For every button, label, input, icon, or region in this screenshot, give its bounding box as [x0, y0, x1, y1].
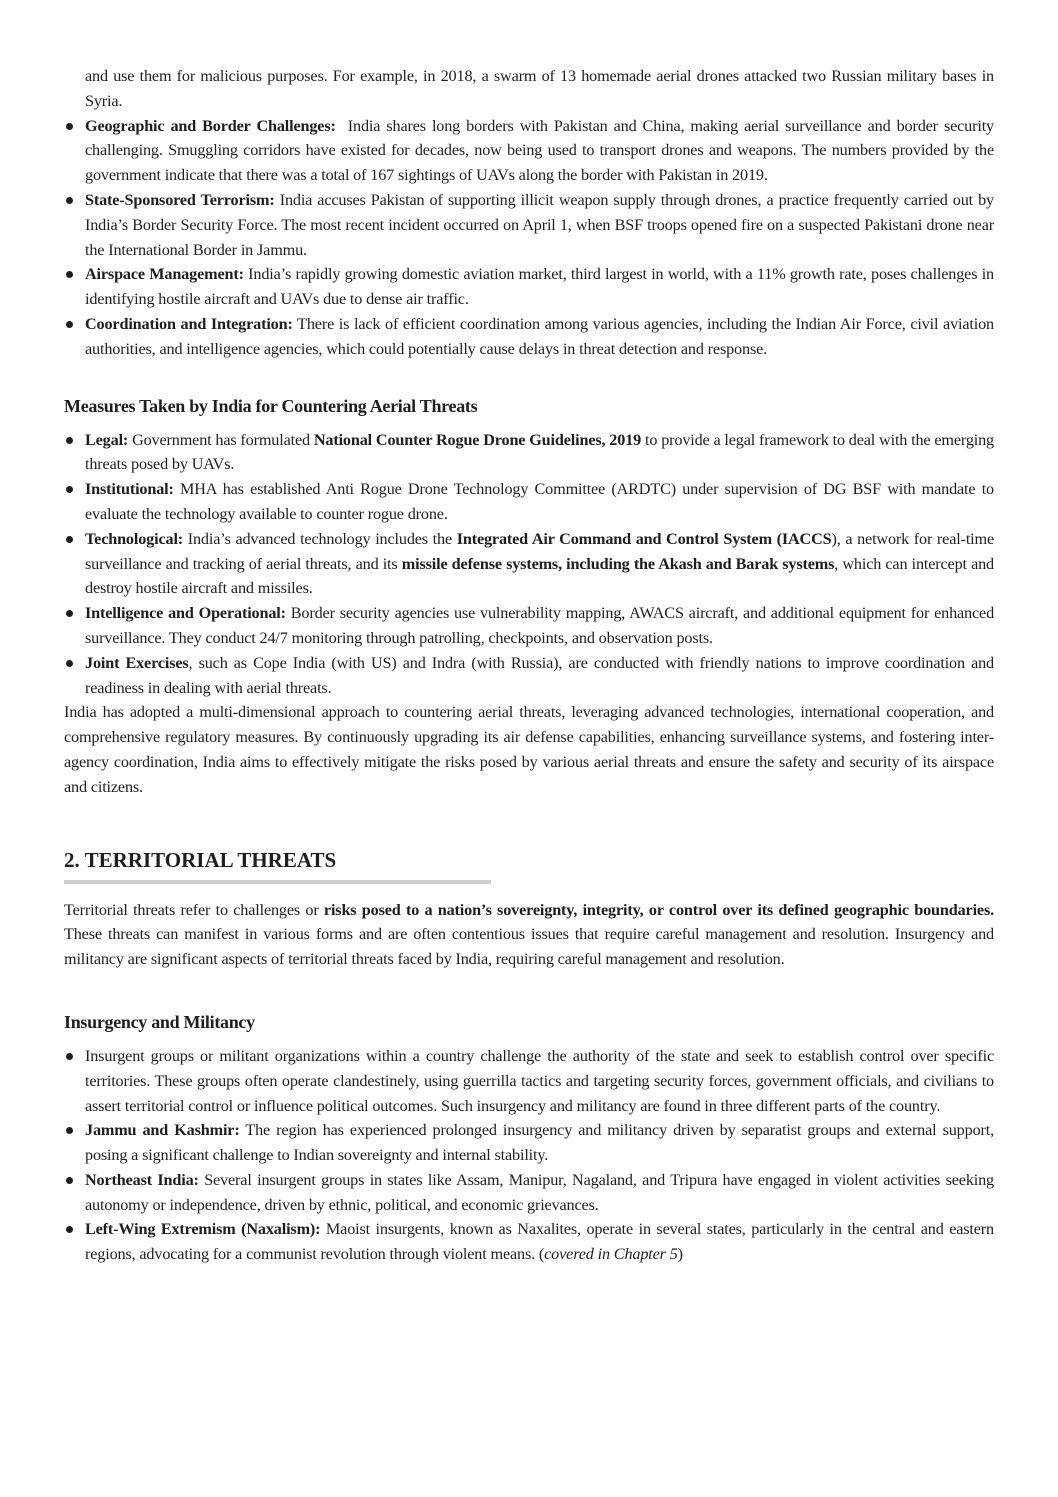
bullet-icon: [66, 321, 73, 328]
bullet-text: , such as Cope India (with US) and Indra (with Russia), are conducted with friendly nations to improve coordination and readiness in dealing with aerial threats.: [85, 653, 994, 697]
territorial-intro: [64, 898, 994, 972]
measures-list: [64, 428, 994, 701]
bullet-icon: [66, 1226, 73, 1233]
intro-text: These threats can manifest in various forms and are often contentious issues that require careful management and resolution. Insurgency and militancy are significant aspects of territorial threats faced by India, requiring careful management and resolution.: [64, 925, 994, 969]
bullet-term: Geographic and Border Challenges:: [85, 116, 336, 135]
insurgency-list: [64, 1044, 994, 1267]
list-item-state-sponsored: [64, 188, 994, 262]
list-item-airspace: [64, 262, 994, 312]
bullet-text: India shares long borders with Pakistan and China, making aerial surveillance and border security challenging. Smuggling corridors have existed for decades, now being used to transport drones and weapons. The numbers provided by the government indicate that there was a total of 167 sightings of UAVs along the border with Pakistan in 2019.: [85, 116, 998, 185]
list-item-institutional: [64, 477, 994, 527]
bullet-term: Institutional:: [85, 480, 174, 499]
bullet-text: ): [677, 1245, 683, 1264]
bullet-term: Northeast India:: [85, 1170, 199, 1189]
bullet-text: MHA has established Anti Rogue Drone Technology Committee (ARDTC) under supervision of DG BSF with mandate to evaluate the technology available to counter rogue drone.: [85, 480, 994, 523]
bullet-icon: [66, 1177, 73, 1184]
bullet-text: Insurgent groups or militant organizations within a country challenge the authority of the state and seek to establish control over specific territories. These groups often operate clandestinely, using guerrilla tactics and targeting security forces, government officials, and civilians to assert territorial control or influence political outcomes. Such insurgency and militancy are found in three different parts of the country.: [85, 1046, 994, 1115]
bullet-icon: [66, 486, 73, 493]
bullet-icon: [66, 660, 73, 667]
bullet-icon: [66, 1053, 73, 1060]
bullet-text: and use them for malicious purposes. For example, in 2018, a swarm of 13 homemade aerial drones attacked two Russian military bases in Syria.: [85, 67, 994, 110]
intro-text: Territorial threats refer to challenges or: [64, 900, 324, 919]
bullet-term: Jammu and Kashmir:: [85, 1121, 240, 1140]
bullet-term: Legal:: [85, 430, 129, 449]
bullet-text: The region has experienced prolonged insurgency and militancy driven by separatist groups and external support, posing a significant challenge to Indian sovereignty and internal stability.: [85, 1121, 994, 1165]
list-item-geographic: [64, 114, 998, 188]
bullet-term: Technological:: [85, 529, 184, 548]
bullet-icon: [66, 123, 73, 130]
bullet-icon: [66, 536, 73, 543]
list-item-jammu-kashmir: [64, 1118, 994, 1168]
measures-heading: Measures Taken by India for Countering Aerial Threats: [64, 395, 478, 416]
bullet-text: Several insurgent groups in states like Assam, Manipur, Nagaland, and Tripura have engaged in violent activities seeking autonomy or independence, driven by ethnic, political, and economic grievances.: [85, 1170, 994, 1214]
bullet-icon: [66, 1127, 73, 1134]
list-item-continuation: [64, 64, 994, 114]
bullet-icon: [66, 610, 73, 617]
list-item-technological: [64, 527, 994, 601]
measures-conclusion: India has adopted a multi-dimensional approach to countering aerial threats, leveraging advanced technologies, international cooperation, and comprehensive regulatory measures. By continuously upgrading its air defense capabilities, enhancing surveillance systems, and fostering inter-agency coordination, India aims to effectively mitigate the risks posed by various aerial threats and ensure the safety and security of its airspace and citizens.: [64, 703, 994, 796]
bullet-emphasis: National Counter Rogue Drone Guidelines, 2019: [313, 430, 642, 449]
bullet-text: Border security agencies use vulnerability mapping, AWACS aircraft, and additional equipment for enhanced surveillance. They conduct 24/7 monitoring through patrolling, checkpoints, and observation posts.: [85, 604, 995, 647]
list-item-coordination: [64, 312, 994, 362]
list-item-intelligence: [64, 601, 994, 651]
list-item-joint-exercises: [64, 651, 994, 701]
document-page: [64, 64, 998, 1267]
bullet-icon: [66, 197, 73, 204]
chapter-reference: covered in Chapter 5: [544, 1245, 678, 1264]
intro-emphasis: risks posed to a nation’s sovereignty, integrity, or control over its defined geographic boundaries.: [323, 900, 994, 919]
bullet-term: Intelligence and Operational:: [85, 604, 286, 623]
bullet-text: India’s rapidly growing domestic aviation market, third largest in world, with a 11% growth rate, poses challenges in identifying hostile aircraft and UAVs due to dense air traffic.: [85, 265, 994, 309]
list-item-left-wing: [64, 1217, 994, 1267]
section-heading-rule: [64, 880, 491, 884]
list-item-legal: [64, 428, 994, 478]
insurgency-heading: Insurgency and Militancy: [64, 1011, 255, 1032]
bullet-emphasis: missile defense systems, including the Akash and Barak systems: [401, 554, 835, 573]
bullet-text: Government has formulated: [128, 430, 314, 449]
list-item-northeast: [64, 1168, 994, 1218]
list-item-general: [64, 1044, 994, 1118]
bullet-text: Maoist insurgents, known as Naxalites, operate in several states, particularly in the central and eastern regions, advocating for a communist revolution through violent means. (: [85, 1220, 994, 1264]
challenges-list: [64, 64, 998, 362]
bullet-text: ), a network for real-time surveillance and tracking of aerial threats, and its: [85, 529, 994, 573]
bullet-text: , which can intercept and destroy hostile aircraft and missiles.: [85, 554, 994, 598]
bullet-icon: [66, 271, 73, 278]
bullet-emphasis: Integrated Air Command and Control System (IACCS: [456, 529, 832, 548]
section-heading-territorial: 2. TERRITORIAL THREATS: [64, 847, 337, 872]
bullet-text: India’s advanced technology includes the: [183, 529, 457, 548]
bullet-term: Airspace Management:: [85, 265, 244, 284]
bullet-icon: [66, 437, 73, 444]
bullet-term: Joint Exercises: [85, 653, 189, 672]
bullet-text: India accuses Pakistan of supporting illicit weapon supply through drones, a practice frequently carried out by India’s Border Security Force. The most recent incident occurred on April 1, when BSF troops opened fire on a suspected Pakistani drone near the International Border in Jammu.: [85, 190, 994, 259]
bullet-text: There is lack of efficient coordination among various agencies, including the Indian Air Force, civil aviation authorities, and intelligence agencies, which could potentially cause delays in threat detection and response.: [85, 314, 994, 358]
bullet-term: Left-Wing Extremism (Naxalism):: [85, 1220, 321, 1239]
bullet-text: to provide a legal framework to deal with the emerging threats posed by UAVs.: [85, 430, 994, 474]
bullet-term: Coordination and Integration:: [85, 314, 293, 333]
bullet-term: State-Sponsored Terrorism:: [85, 190, 275, 209]
